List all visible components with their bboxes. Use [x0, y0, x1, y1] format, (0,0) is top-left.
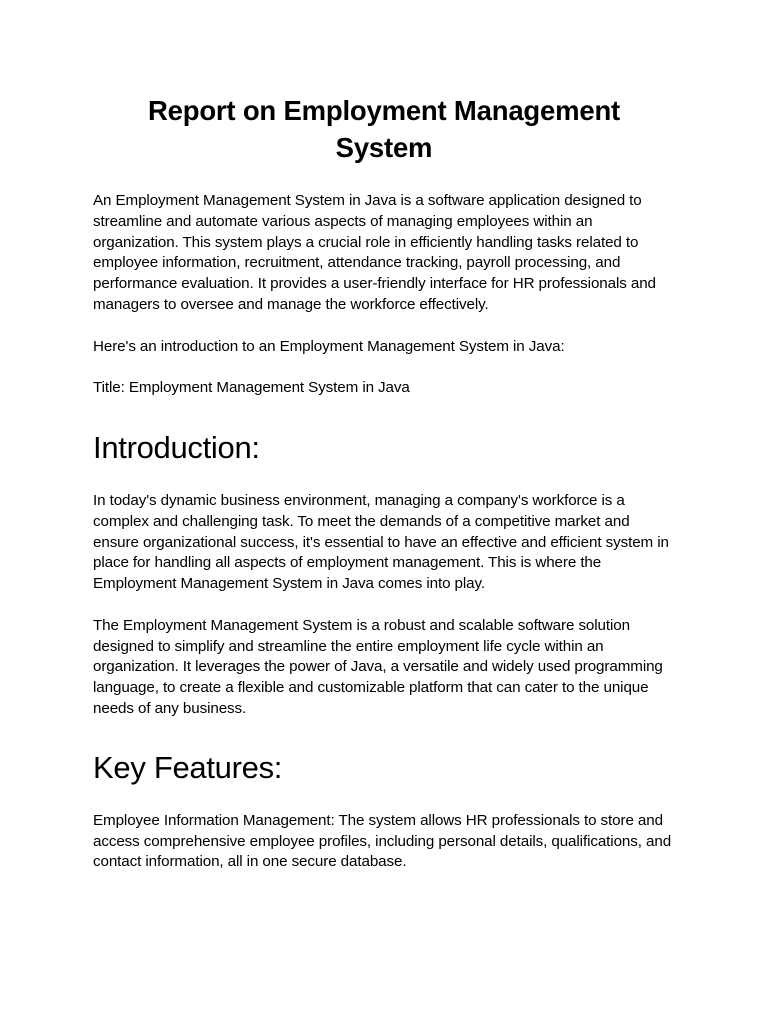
document-title: Report on Employment Management System: [147, 95, 621, 163]
intro-paragraph: An Employment Management System in Java is a software application designed to streamline and automate various aspects of managing employees within an organization. This system plays a crucial role in efficiently handling tasks related to employee information, recruitment, attendance tracking, payroll processing, and performance evaluation. It provides a user-friendly interface for HR professionals and managers to oversee and manage the workforce effectively.: [93, 192, 656, 313]
intro-line: Here's an introduction to an Employment Management System in Java:: [93, 337, 565, 355]
introduction-paragraph-2: The Employment Management System is a robust and scalable software solution designed to simplify and streamline the entire employment life cycle within an organization. It leverages the power of Java, a versatile and widely used programming language, to create a flexible and customizable platform that can cater to the unique needs of any business.: [93, 616, 663, 717]
introduction-paragraph-1: In today's dynamic business environment, managing a company's workforce is a complex and challenging task. To meet the demands of a competitive market and ensure organizational success, it's essential to have an effective and efficient system in place for handling all aspects of employment management. This is where the Employment Management System in Java comes into play.: [93, 491, 669, 593]
introduction-heading: Introduction:: [93, 429, 260, 465]
key-features-paragraph-1: Employee Information Management: The system allows HR professionals to store and access comprehensive employee profiles, including personal details, qualifications, and contact information, all in one secure database.: [93, 811, 672, 871]
key-features-heading: Key Features:: [93, 749, 283, 785]
title-line: Title: Employment Management System in Java: [93, 379, 410, 397]
